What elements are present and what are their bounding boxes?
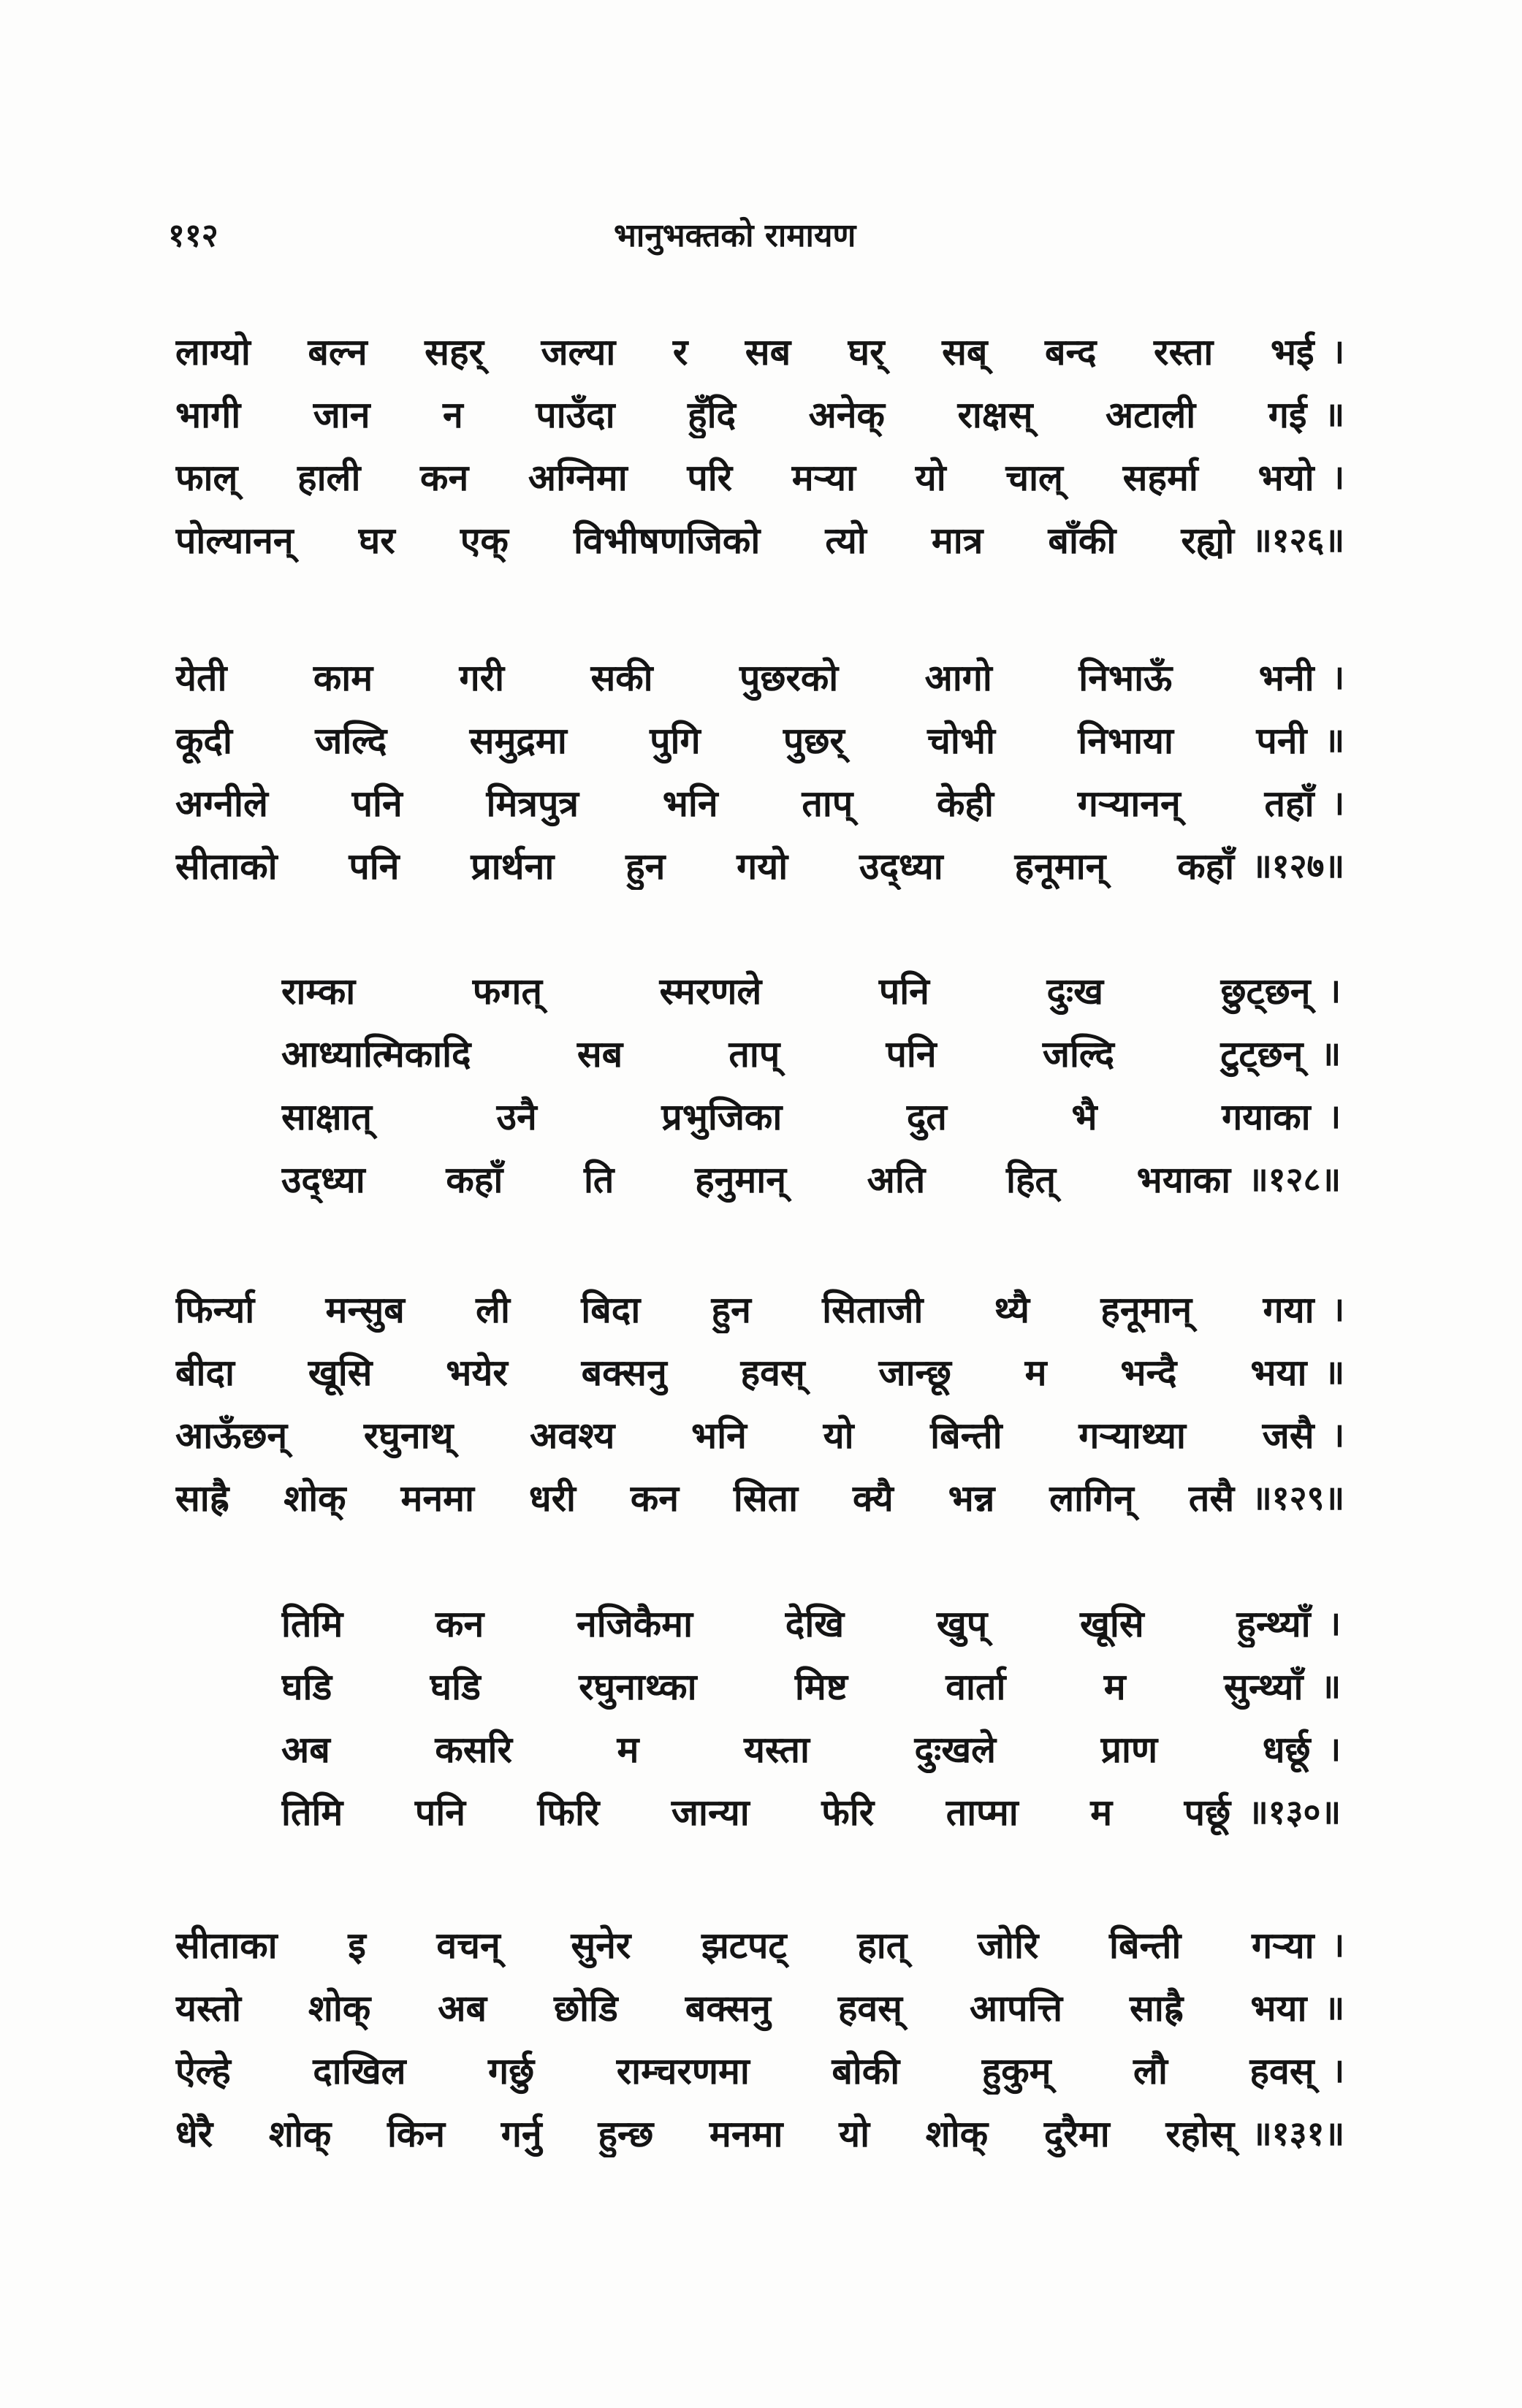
verse-line-text: राम्का फगत् स्मरणले पनि दुःख छुट्छन् xyxy=(281,970,1311,1013)
verse-line xyxy=(281,1147,1341,1210)
verse-line xyxy=(281,1084,1341,1147)
verse-127 xyxy=(175,645,1344,896)
verse-line-text: धेरै शोक् किन गर्नु हुन्छ मनमा यो शोक् दुरैमा रहोस् xyxy=(175,2113,1235,2155)
verse-line-mark: । xyxy=(1331,457,1344,497)
verse-130 xyxy=(281,1591,1341,1843)
verse-line-mark: । xyxy=(1331,783,1344,823)
verse-line-mark: ॥ xyxy=(1320,1666,1341,1706)
verse-line-mark: । xyxy=(1331,1289,1344,1329)
verse-line xyxy=(175,319,1344,382)
verse-line-text: यस्तो शोक् अब छोडि बक्सनु हवस् आपत्ति साह्रै भया xyxy=(175,1987,1307,2030)
verse-line xyxy=(175,708,1344,771)
verse-line xyxy=(175,382,1344,445)
verse-line-mark: ॥ xyxy=(1324,1352,1344,1392)
verse-line-text: पोल्यानन् घर एक् विभीषणजिको त्यो मात्र बाँकी रह्यो xyxy=(175,519,1235,562)
verse-line-text: तिमि कन नजिकैमा देखि खुप् खूसि हुन्थ्याँ xyxy=(281,1603,1311,1645)
verse-number-mark: ॥१२७॥ xyxy=(1252,846,1344,885)
verse-line-text: उद्‌ध्या कहाँ ति हनुमान् अति हित् भयाका xyxy=(281,1159,1231,1201)
verse-line xyxy=(281,1780,1341,1843)
verse-131 xyxy=(175,1913,1344,2164)
verse-line xyxy=(175,1340,1344,1403)
verse-line-mark: । xyxy=(1328,1097,1341,1136)
verse-line-mark: ॥ xyxy=(1320,1034,1341,1073)
verse-line-text: आध्यात्मिकादि सब ताप् पनि जल्दि टुट्छन् xyxy=(281,1033,1304,1075)
verse-line-text: ऐल्हे दाखिल गर्छु राम्चरणमा बोकी हुकुम् लौ हवस् xyxy=(175,2050,1314,2092)
verse-line xyxy=(175,1277,1344,1340)
verse-line-text: साह्रै शोक् मनमा धरी कन सिता क्यै भन्न लागिन् तसै xyxy=(175,1477,1235,1520)
verse-line-mark: । xyxy=(1328,1604,1341,1643)
verse-line-mark: । xyxy=(1328,1729,1341,1769)
verse-line-mark: । xyxy=(1328,971,1341,1010)
verse-number-mark: ॥१२९॥ xyxy=(1252,1478,1344,1517)
verse-line-text: अब कसरि म यस्ता दुःखले प्राण धर्छू xyxy=(281,1729,1311,1771)
verse-line-mark: । xyxy=(1331,332,1344,371)
verse-128 xyxy=(281,959,1341,1210)
verse-line-mark: ॥ xyxy=(1324,1988,1344,2027)
verse-line xyxy=(175,771,1344,834)
verse-line-text: सीताको पनि प्रार्थना हुन गयो उद्‌ध्या हनूमान् कहाँ xyxy=(175,845,1235,888)
verse-line-text: येती काम गरी सकी पुछरको आगो निभाऊँ भनी xyxy=(175,657,1314,699)
verse-line-text: फिर्न्या मन्सुब ली बिदा हुन सिताजी थ्यै हनूमान् गया xyxy=(175,1289,1314,1331)
verse-line xyxy=(281,959,1341,1021)
verse-line xyxy=(281,1591,1341,1654)
verse-line xyxy=(175,2038,1344,2101)
verse-line-text: बीदा खूसि भयेर बक्सनु हवस् जान्छू म भन्दै भया xyxy=(175,1352,1307,1394)
verse-line-text: कूदी जल्दि समुद्रमा पुगि पुछर् चोभी निभाया पनी xyxy=(175,720,1307,762)
verse-line-mark: । xyxy=(1331,1925,1344,1965)
verse-number-mark: ॥१३०॥ xyxy=(1248,1792,1341,1832)
verse-line-text: साक्षात् उनै प्रभुजिका दुत भै गयाका xyxy=(281,1096,1311,1138)
verse-line-text: अग्नीले पनि मित्रपुत्र भनि ताप् केही गऱ्यानन् तहाँ xyxy=(175,782,1314,825)
verse-line xyxy=(175,1466,1344,1528)
verse-number-mark: ॥१२८॥ xyxy=(1248,1159,1341,1199)
verse-line xyxy=(175,1403,1344,1466)
verse-line xyxy=(281,1021,1341,1084)
verse-number-mark: ॥१३१॥ xyxy=(1252,2114,1344,2153)
verse-number-mark: ॥१२६॥ xyxy=(1252,520,1344,560)
page-number: ११२ xyxy=(168,217,218,254)
verse-line-mark: । xyxy=(1331,1415,1344,1455)
verse-line-mark: ॥ xyxy=(1324,720,1344,760)
verse-line-text: लाग्यो बल्न सहर् जल्या र सब घर् सब् बन्द रस्ता भई xyxy=(175,331,1314,373)
verse-line xyxy=(175,1913,1344,1975)
verse-line xyxy=(281,1654,1341,1717)
verse-line-text: सीताका इ वचन् सुनेर झटपट् हात् जोरि बिन्ती गऱ्या xyxy=(175,1924,1314,1967)
verse-line xyxy=(175,2101,1344,2164)
verse-line xyxy=(175,1975,1344,2038)
verse-129 xyxy=(175,1277,1344,1528)
verse-line-text: घडि घडि रघुनाथ्का मिष्ट वार्ता म सुन्थ्याँ xyxy=(281,1666,1304,1708)
verse-126 xyxy=(175,319,1344,571)
verse-line xyxy=(281,1717,1341,1780)
verse-line xyxy=(175,508,1344,571)
verse-line-mark: । xyxy=(1331,658,1344,697)
verse-line-mark: ॥ xyxy=(1324,395,1344,434)
verse-line-text: फाल् हाली कन अग्निमा परि मऱ्या यो चाल् सहर्मा भयो xyxy=(175,457,1314,499)
verse-line xyxy=(175,645,1344,708)
verse-line-mark: । xyxy=(1331,2051,1344,2090)
verse-line xyxy=(175,834,1344,896)
verse-line-text: आऊँछन् रघुनाथ् अवश्य भनि यो बिन्ती गऱ्याथ्या जसै xyxy=(175,1414,1314,1457)
verse-line xyxy=(175,445,1344,508)
running-title: भानुभक्तको रामायण xyxy=(614,217,856,254)
page-header xyxy=(168,212,1337,270)
verse-line-text: तिमि पनि फिरि जान्या फेरि ताप्मा म पर्छू xyxy=(281,1791,1231,1834)
verse-line-text: भागी जान न पाउँदा हुँदि अनेक् राक्षस् अटाली गई xyxy=(175,394,1307,436)
